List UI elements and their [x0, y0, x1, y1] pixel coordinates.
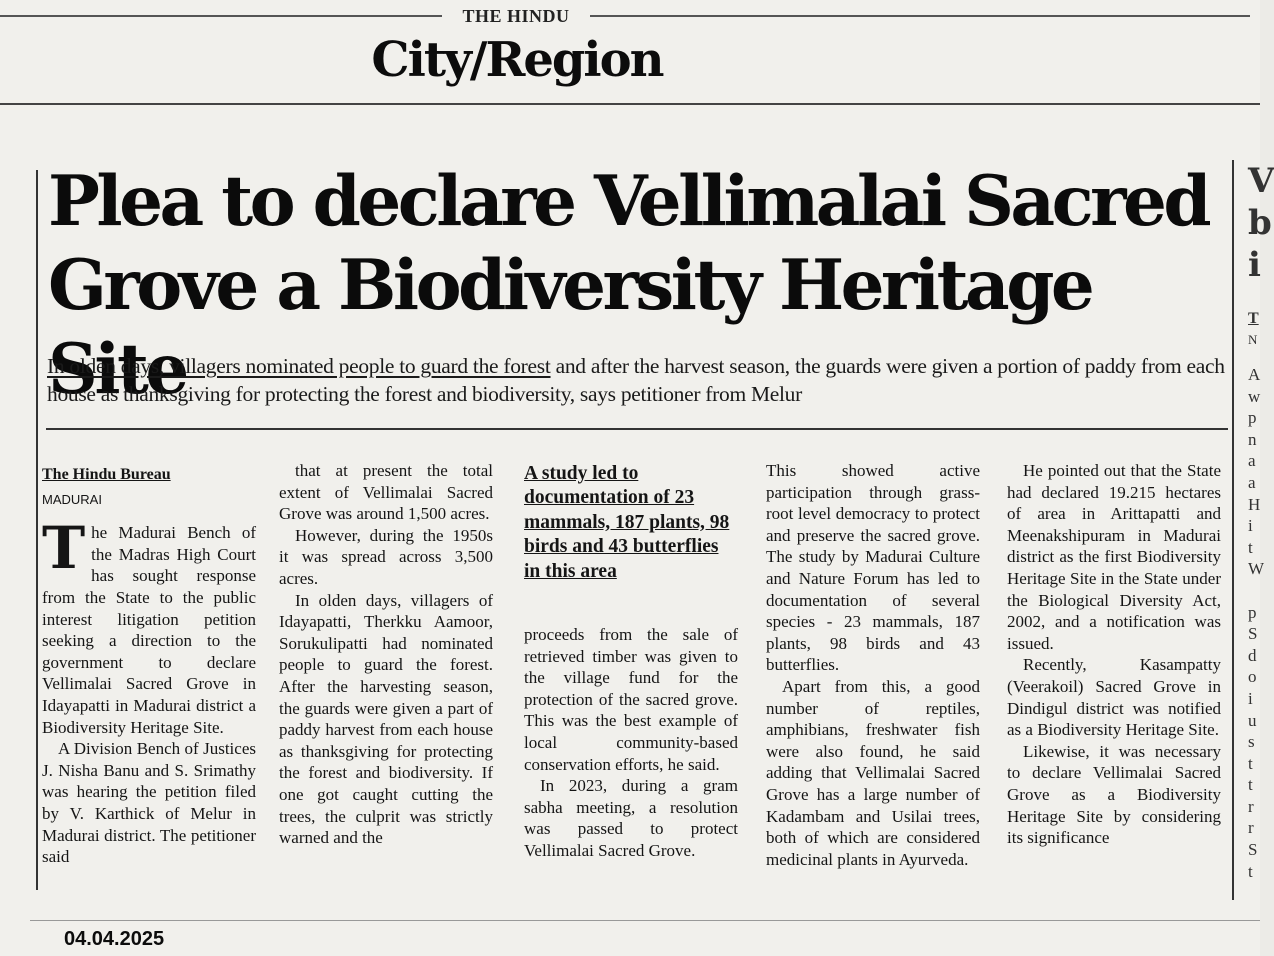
article-column-4	[766, 460, 980, 870]
adjacent-body-letter: i	[1248, 516, 1253, 536]
lead-paragraph	[42, 514, 256, 738]
adjacent-body-letter: t	[1248, 537, 1253, 557]
drop-cap: T	[42, 514, 86, 583]
adjacent-body-letter: t	[1248, 775, 1253, 795]
adjacent-body-letter: t	[1248, 861, 1253, 881]
adjacent-body-letter: i	[1248, 688, 1253, 708]
adjacent-body-letter: r	[1248, 818, 1254, 838]
deck-underlined-phrase: In olden days, villagers nominated people to guard the forest	[47, 354, 551, 378]
article-deck	[47, 352, 1227, 408]
adjacent-body-letter: d	[1248, 645, 1257, 665]
paragraph: proceeds from the sale of retrieved timber was given to the village fund for the protection of the sacred grove. This was the best example of local community-based conservation efforts, he said.	[524, 625, 738, 774]
article-column-5	[1007, 460, 1221, 849]
paragraph: He pointed out that the State had declared 19.215 hectares of area in Arittapatti and Meenakshipuram in Madurai district as the first Biodiversity Heritage Site in the State under the Biological Diversity Act, 2002, and a notification was issued.	[1007, 461, 1221, 653]
adjacent-body-letters	[1248, 364, 1268, 882]
paragraph: that at present the total extent of Vellimalai Sacred Grove was around 1,500 acres.	[279, 461, 493, 524]
adjacent-headline-letter: V	[1248, 161, 1274, 201]
article-column-1	[42, 460, 256, 868]
adjacent-body-letter: W	[1248, 559, 1265, 579]
adjacent-body-letter: s	[1248, 732, 1255, 752]
byline: The Hindu Bureau	[42, 466, 171, 483]
adjacent-body-letter: a	[1248, 451, 1256, 471]
adjacent-body-letter: H	[1248, 494, 1261, 514]
adjacent-body-letter: p	[1248, 602, 1257, 622]
adjacent-headline-letter: b	[1248, 203, 1272, 243]
masthead-rule-left	[0, 15, 442, 17]
lead-paragraph-text: he Madurai Bench of the Madras High Court has sought response from the State to the public interest litigation petition seeking a direction to the government to declare Vellimalai Sacred Grove in Idayapatti in Madurai district a Biodiversity Heritage Site.	[42, 523, 256, 737]
section-title: City/Region	[371, 32, 663, 88]
adjacent-headline-letter: i	[1248, 245, 1261, 285]
paragraph: In 2023, during a gram sabha meeting, a resolution was passed to protect Vellimalai Sacred Grove.	[524, 776, 738, 860]
adjacent-body-letter: a	[1248, 472, 1256, 492]
adjacent-body-letter: p	[1248, 408, 1257, 428]
masthead-divider	[0, 103, 1260, 105]
paragraph: However, during the 1950s it was spread across 3,500 acres.	[279, 525, 493, 588]
date-stamp: 04.04.2025	[64, 928, 165, 950]
article-frame-right-rule	[1232, 160, 1234, 900]
paragraph: This showed active participation through grass-root level democracy to protect and preserve the sacred grove. The study by Madurai Culture and Nature Forum has led to documentation of several species - 23 mammals, 187 plants, 98 birds and 43 butterflies.	[766, 461, 980, 675]
adjacent-story-fragment	[1248, 160, 1274, 882]
newspaper-name: THE HINDU	[462, 6, 570, 26]
article-column-2	[279, 460, 493, 849]
dateline: MADURAI	[42, 491, 102, 507]
adjacent-body-letter: w	[1248, 386, 1261, 406]
article-frame-left-rule	[36, 170, 38, 890]
adjacent-body-letter: o	[1248, 667, 1257, 687]
adjacent-body-letter	[1248, 580, 1268, 602]
headline-line-2: Grove a Biodiversity Heritage Site	[48, 245, 1092, 410]
paragraph: Likewise, it was necessary to declare Vellimalai Sacred Grove as a Biodiversity Heritage Site by considering its significance	[1007, 741, 1221, 848]
headline-line-1: Plea to declare Vellimalai Sacred	[48, 161, 1209, 242]
adjacent-body-letter: r	[1248, 796, 1254, 816]
paragraph: A Division Bench of Justices J. Nisha Banu and S. Srimathy was hearing the petition filed by V. Karthick of Melur in Madurai district. The petitioner said	[42, 739, 256, 867]
paragraph: Recently, Kasampatty (Veerakoil) Sacred Grove in Dindigul district was notified as a Biodiversity Heritage Site.	[1007, 655, 1221, 740]
adjacent-byline-letter: T	[1248, 310, 1259, 327]
article-column-3	[524, 460, 738, 862]
adjacent-body-letter: A	[1248, 365, 1261, 384]
masthead-rule-right	[590, 15, 1250, 17]
adjacent-body-letter: S	[1248, 624, 1258, 644]
adjacent-body-letter: u	[1248, 710, 1257, 730]
paragraph: Apart from this, a good number of reptiles, amphibians, freshwater fish were also found, he said adding that Vellimalai Sacred Grove has a large number of Kadambam and Usilai trees, both of which are considered medicinal plants in Ayurveda.	[766, 676, 980, 869]
adjacent-body-letter: S	[1248, 840, 1258, 860]
paragraph: In olden days, villagers of Idayapatti, Therkku Aamoor, Sorukulipatti had nominated people to guard the forest. After the harvesting season, the guards were given a part of paddy harvest from each house as thanksgiving for protecting the forest and biodiversity. If one got caught cutting the trees, the culprit was strictly warned and the	[279, 590, 493, 848]
deck-text: and after the harvest season, the guards were given a portion of paddy from each house as thanksgiving for protecting the forest and biodiversity, says petitioner from Melur	[47, 354, 1225, 406]
pull-quote: A study led to documentation of 23 mammals, 187 plants, 98 birds and 43 butterflies in this area	[524, 463, 730, 582]
adjacent-byline-letter: N	[1248, 332, 1258, 347]
footer-rule	[30, 920, 1260, 921]
adjacent-body-letter: t	[1248, 753, 1253, 773]
deck-divider	[46, 428, 1228, 430]
adjacent-body-letter: n	[1248, 429, 1257, 449]
